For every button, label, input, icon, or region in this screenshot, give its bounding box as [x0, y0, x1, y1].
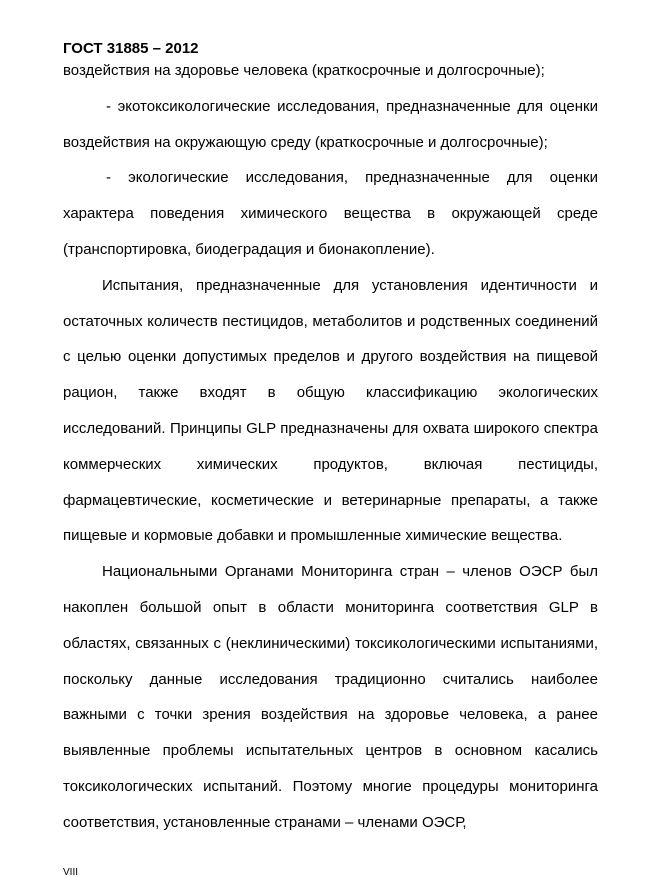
paragraph-continuation: воздействия на здоровье человека (краткосрочные и долгосрочные);	[63, 62, 545, 79]
paragraph-monitoring-authorities: Национальными Органами Мониторинга стран – членов ОЭСР был накоплен большой опыт в области мониторинга соответствия GLP в областях, связанных с (неклиническими) токсикологическими испытаниями, поскольку данные исследования традиционно считались наиболее важными с точки зрения воздействия на здоровье человека, а ранее выявленные проблемы испытательных центров в основном касались токсикологических испытаний. Поэтому многие процедуры мониторинга соответствия, установленные странами – членами ОЭСР,	[63, 563, 598, 831]
list-item-ecotoxicological: - экотоксикологические исследования, предназначенные для оценки воздействия на окружающую среду (краткосрочные и долгосрочные);	[63, 97, 598, 151]
document-page	[63, 40, 598, 841]
paragraph-tests-classification: Испытания, предназначенные для установления идентичности и остаточных количеств пестицидов, метаболитов и родственных соединений с целью оценки допустимых пределов и другого воздействия на пищевой рацион, также входят в общую классификацию экологических исследований. Принципы GLP предназначены для охвата широкого спектра коммерческих химических продуктов, включая пестициды, фармацевтические, косметические и ветеринарные препараты, а также пищевые и кормовые добавки и промышленные химические вещества.	[63, 276, 598, 545]
standard-header: ГОСТ 31885 – 2012	[63, 40, 199, 57]
list-item-ecological: - экологические исследования, предназначенные для оценки характера поведения химического вещества в окружающей среде (транспортировка, биодеградация и бионакопление).	[63, 169, 598, 258]
page-number: VIII	[63, 867, 79, 878]
